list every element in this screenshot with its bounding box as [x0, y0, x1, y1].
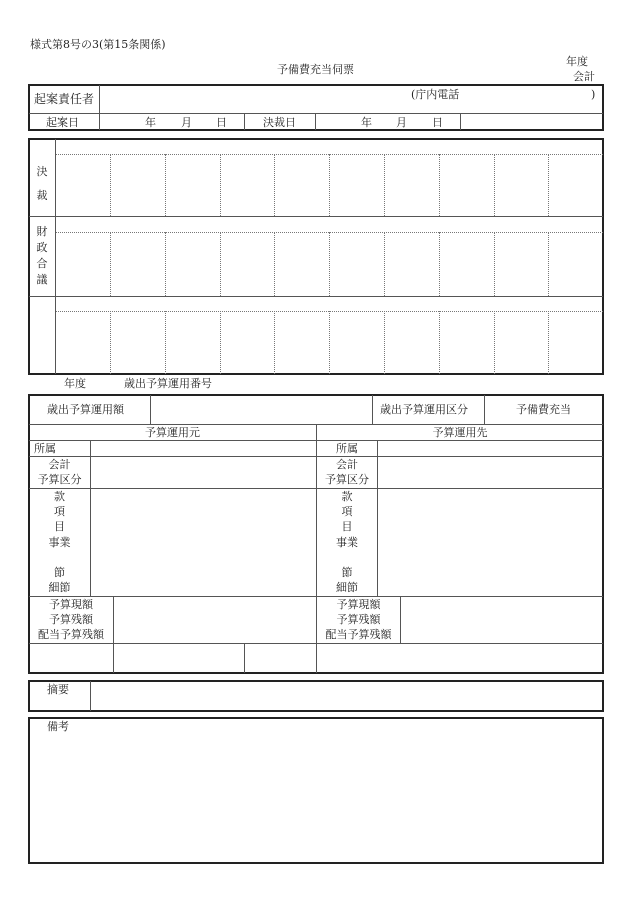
approval-stamp-cell-divider — [165, 154, 166, 216]
approval-stamp-cell-divider — [274, 232, 275, 296]
dest-kan-label: 款 — [341, 490, 353, 503]
budget-no-year: 年度 — [64, 377, 86, 390]
approval-stamp-cell-divider — [329, 232, 330, 296]
approval-stamp-cell-divider — [384, 154, 385, 216]
source-budget-category-label: 予算区分 — [37, 473, 82, 486]
expenditure-amount-field[interactable] — [151, 396, 371, 423]
approval-stamp-cell-divider — [494, 154, 495, 216]
reserve-allocation-label: 予備費充当 — [516, 403, 571, 416]
approval-stamp-cell-divider — [384, 232, 385, 296]
decision-date-year: 年 — [361, 116, 372, 129]
dest-budget-category-label: 予算区分 — [325, 473, 369, 486]
summary-field[interactable] — [91, 682, 602, 710]
approval-stamp-cell-divider — [110, 311, 111, 374]
approval-stamp-cell-divider — [110, 232, 111, 296]
source-header: 予算運用元 — [145, 426, 200, 439]
dest-account-label: 会計 — [336, 458, 358, 471]
dest-setsu-label: 節 — [341, 566, 353, 579]
approval-stamp-cell-divider — [220, 154, 221, 216]
approval-stamp-cell-divider — [274, 311, 275, 374]
source-project-label: 事業 — [48, 536, 71, 549]
dest-remaining-budget-label: 予算残額 — [336, 613, 381, 626]
approval-stamp-cell-divider — [548, 154, 549, 216]
expenditure-amount-label: 歳出予算運用額 — [47, 403, 124, 416]
account-label: 会計 — [573, 70, 595, 83]
approval-stamp-cell-divider — [439, 154, 440, 216]
source-department-label: 所属 — [34, 442, 56, 455]
remarks-label: 備考 — [47, 720, 69, 733]
approval-stamp-cell-divider — [274, 154, 275, 216]
draft-date-label: 起案日 — [46, 116, 79, 129]
draft-date-year: 年 — [145, 116, 156, 129]
budget-no-label: 歳出予算運用番号 — [124, 377, 212, 390]
approval-stamp-cell-divider — [384, 311, 385, 374]
dest-saisetsu-label: 細節 — [336, 581, 358, 594]
approval-stamp-cell-divider — [329, 154, 330, 216]
source-setsu-label: 節 — [54, 566, 65, 579]
approval-stamp-cell-divider — [439, 311, 440, 374]
source-remaining-budget-label: 予算残額 — [49, 613, 93, 626]
approval-stamp-cell-divider — [548, 311, 549, 374]
page-title: 予備費充当伺票 — [277, 63, 354, 76]
approval-stamp-cell-divider — [329, 311, 330, 374]
approval-stamp-cell-divider — [494, 311, 495, 374]
approval-stamp-cell-divider — [548, 232, 549, 296]
dest-allocated-remaining-label: 配当予算残額 — [325, 628, 392, 641]
draft-date-month: 月 — [181, 116, 192, 129]
drafter-field[interactable] — [100, 86, 400, 112]
approval-stamp-cell-divider — [110, 154, 111, 216]
dest-current-budget-label: 予算現額 — [336, 598, 381, 611]
dest-kou-label: 項 — [341, 505, 353, 518]
approval-section-divider — [29, 216, 603, 217]
source-saisetsu-label: 細節 — [48, 581, 71, 594]
source-account-label: 会計 — [48, 458, 71, 471]
destination-header: 予算運用先 — [432, 426, 488, 439]
approval-stamp-cell-divider — [165, 311, 166, 374]
approval-section-divider — [29, 296, 603, 297]
source-current-budget-label: 予算現額 — [49, 598, 93, 611]
drafter-label: 起案責任者 — [34, 92, 95, 106]
decision-date-month: 月 — [396, 116, 407, 129]
form-number: 様式第8号の3(第15条関係) — [30, 38, 166, 51]
approval-stamp-cell-divider — [220, 232, 221, 296]
approval-stamp-cell-divider — [439, 232, 440, 296]
approval-stamp-cell-divider — [494, 232, 495, 296]
zaisei-gougi-label: 財 政 合 議 — [36, 225, 48, 286]
decision-date-day: 日 — [432, 116, 443, 129]
summary-label: 摘要 — [47, 683, 69, 696]
dest-project-label: 事業 — [336, 536, 358, 549]
source-kou-label: 項 — [54, 505, 65, 518]
decision-date-label: 決裁日 — [263, 116, 296, 129]
dest-moku-label: 目 — [341, 520, 353, 533]
source-moku-label: 目 — [54, 520, 65, 533]
fiscal-year-label: 年度 — [566, 55, 588, 68]
dest-department-label: 所属 — [336, 442, 358, 455]
expenditure-category-label: 歳出予算運用区分 — [380, 403, 468, 416]
approval-stamp-cell-divider — [165, 232, 166, 296]
kessai-label: 決 裁 — [36, 165, 48, 202]
source-kan-label: 款 — [54, 490, 65, 503]
approval-label-divider — [55, 139, 56, 374]
remarks-field[interactable] — [30, 736, 602, 862]
internal-phone-label: (庁内電話 — [411, 88, 460, 101]
internal-phone-close: ) — [591, 88, 596, 101]
draft-date-day: 日 — [216, 116, 227, 129]
source-allocated-remaining-label: 配当予算残額 — [38, 628, 104, 641]
approval-grid — [28, 138, 604, 375]
approval-stamp-cell-divider — [220, 311, 221, 374]
